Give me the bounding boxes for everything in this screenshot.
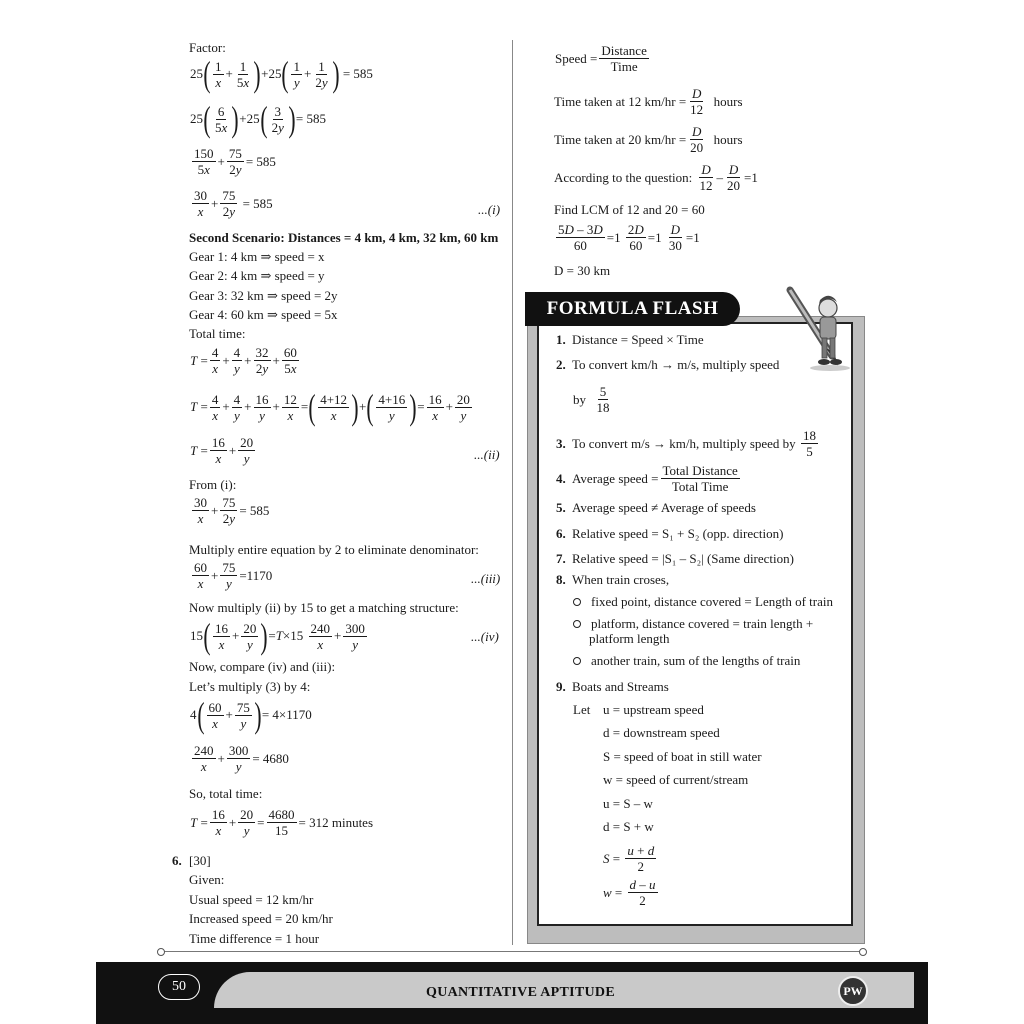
formula-item: 6. Relative speed = S₁ + S₂ (opp. direction) bbox=[556, 526, 784, 541]
equation-factor-2: 25 ( $\frac{6}{5x}$ ) +25 ( $\frac{3}{2y}$ ) = 585 bbox=[190, 99, 326, 139]
equation-4680: $\frac{240}{x}$ + $\frac{300}{y}$ = 4680 bbox=[194, 743, 289, 774]
train-bullet: fixed point, distance covered = Length of train bbox=[573, 594, 833, 610]
total-time-label: Total time: bbox=[189, 326, 246, 341]
gear-line: Gear 3: 32 km ⇒ speed = 2y bbox=[189, 288, 338, 303]
boat-formula-s: S = $\frac{u + d}{2}$ bbox=[603, 843, 655, 874]
bullet-icon bbox=[573, 657, 581, 665]
pw-logo-icon: PW bbox=[838, 976, 868, 1006]
boat-definition: d = downstream speed bbox=[603, 725, 720, 740]
rule-end-dot bbox=[157, 948, 165, 956]
so-total-label: So, total time: bbox=[189, 786, 263, 801]
multiply-instruction: Multiply entire equation by 2 to eliminate denominator: bbox=[189, 542, 479, 557]
time-at-12-label: Time taken at 12 km/hr = bbox=[554, 93, 687, 109]
boat-formula-w: w = $\frac{d - u}{2}$ bbox=[603, 877, 656, 908]
equation-iv: 15 ( $\frac{16}{x}$ + $\frac{20}{y}$ ) = T ×15 $\frac{240}{x}$ + $\frac{300}{y}$ bbox=[190, 616, 365, 656]
formula-item: 4. Average speed = $\frac{\text{Total Distance}}{\text{Total Time}}$ bbox=[556, 463, 738, 494]
question-number: 6. bbox=[172, 853, 182, 868]
from-i-label: From (i): bbox=[189, 477, 237, 492]
boat-definition: d = S + w bbox=[603, 819, 654, 834]
formula-flash-title: FORMULA FLASH bbox=[525, 292, 740, 326]
equation-iv-tag: ...(iv) bbox=[471, 629, 499, 644]
column-divider bbox=[512, 40, 513, 945]
equation-i: $\frac{30}{x}$ + $\frac{75}{2y}$ = 585 bbox=[194, 188, 273, 219]
equation-total-1: T = $\frac{4}{x}$ + $\frac{4}{y}$ + $\frac{32}{2y}$ + $\frac{60}{5x}$ bbox=[190, 345, 297, 376]
equation-ii-tag: ...(ii) bbox=[474, 447, 500, 462]
formula-item: 1. Distance = Speed × Time bbox=[556, 332, 704, 347]
equation-multiply-4: 4 ( $\frac{60}{x}$ + $\frac{75}{y}$ ) = 4×1170 bbox=[190, 695, 312, 735]
given-label: Given: bbox=[189, 872, 225, 887]
formula-item: 2. To convert km/h → m/s, multiply speed bbox=[556, 357, 780, 372]
gear-line: Gear 4: 60 km ⇒ speed = 5x bbox=[189, 307, 338, 322]
boat-definition: u = upstream speed bbox=[603, 702, 704, 717]
lcm-line: Find LCM of 12 and 20 = 60 bbox=[554, 202, 705, 217]
equation-iii: $\frac{60}{x}$ + $\frac{75}{y}$ =1170 bbox=[194, 560, 273, 591]
equation-i-repeat: $\frac{30}{x}$ + $\frac{75}{2y}$ = 585 bbox=[194, 495, 270, 526]
page-number: 50 bbox=[158, 974, 200, 1000]
equation-total-2: T = $\frac{4}{x}$ + $\frac{4}{y}$ + $\frac{16}{y}$ + $\frac{12}{x}$ = ( $\frac{4+12}{x}$ ) + ( $\frac{4+16}{y}$ ) = $\frac{16}{x}$ + $\frac{20}{y}$ bbox=[190, 387, 470, 427]
speed-label: Speed = bbox=[555, 50, 598, 66]
distance-result: D = 30 km bbox=[554, 263, 611, 278]
lcm-equation: $\frac{5D - 3D}{60}$ =1 $\frac{2D}{60}$ =1 $\frac{D}{30}$ =1 bbox=[558, 222, 700, 253]
rule-end-dot bbox=[859, 948, 867, 956]
gear-line: Gear 1: 4 km ⇒ speed = x bbox=[189, 249, 325, 264]
boat-definition: S = speed of boat in still water bbox=[603, 749, 762, 764]
increased-speed: Increased speed = 20 km/hr bbox=[189, 911, 333, 926]
according-label: According to the question: bbox=[554, 169, 693, 185]
time-at-20-label: Time taken at 20 km/hr = bbox=[554, 131, 687, 147]
speed-numerator: Distance bbox=[601, 43, 647, 58]
boat-definition: w = speed of current/stream bbox=[603, 772, 749, 787]
usual-speed: Usual speed = 12 km/hr bbox=[189, 892, 314, 907]
hours-unit: hours bbox=[713, 131, 743, 147]
formula-item: 5. Average speed ≠ Average of speeds bbox=[556, 500, 756, 515]
footer-title: QUANTITATIVE APTITUDE bbox=[426, 985, 615, 1000]
equation-factor-1: 25 ( $\frac{1}{x}$ + $\frac{1}{5x}$ ) +25 ( $\frac{1}{y}$ + $\frac{1}{2y}$ ) = 585 bbox=[190, 54, 373, 94]
lets-multiply-label: Let’s multiply (3) by 4: bbox=[189, 679, 311, 694]
factor-label: Factor: bbox=[189, 40, 226, 55]
bullet-icon bbox=[573, 620, 581, 628]
time-at-12: Time taken at 12 km/hr = $\frac{D}{12}$ hours bbox=[554, 86, 743, 117]
equation-final: T = $\frac{16}{x}$ + $\frac{20}{y}$ = $\frac{4680}{15}$ = 312 minutes bbox=[190, 807, 374, 838]
formula-item: 9. Boats and Streams bbox=[556, 679, 669, 694]
question-answer: [30] bbox=[189, 853, 211, 868]
time-at-20: Time taken at 20 km/hr = $\frac{D}{20}$ hours bbox=[554, 124, 743, 155]
gear-line: Gear 2: 4 km ⇒ speed = y bbox=[189, 268, 325, 283]
speed-denominator: Time bbox=[610, 59, 638, 74]
final-result: = 312 minutes bbox=[298, 814, 374, 830]
equation-ii: T = $\frac{16}{x}$ + $\frac{20}{y}$ bbox=[190, 435, 254, 466]
train-bullet: another train, sum of the lengths of train bbox=[573, 653, 800, 669]
bullet-icon bbox=[573, 598, 581, 606]
now-multiply-instruction: Now multiply (ii) by 15 to get a matching structure: bbox=[189, 600, 459, 615]
formula-item-2-continued: by $\frac{5}{18}$ bbox=[573, 384, 610, 415]
second-scenario-heading: Second Scenario: Distances = 4 km, 4 km, 32 km, 60 km bbox=[189, 230, 499, 245]
hours-unit: hours bbox=[713, 93, 743, 109]
equation-factor-3: $\frac{150}{5x}$ + $\frac{75}{2y}$ = 585 bbox=[194, 146, 276, 177]
formula-item: 7. Relative speed = |S₁ – S₂| (Same direction) bbox=[556, 551, 794, 566]
speed-formula bbox=[555, 43, 651, 74]
according-equation: According to the question: $\frac{D}{12}$ – $\frac{D}{20}$ =1 bbox=[554, 162, 758, 193]
boy-with-pencil-illustration bbox=[786, 286, 852, 372]
equation-i-tag: ...(i) bbox=[478, 202, 501, 217]
train-bullet: platform, distance covered = train length + bbox=[573, 616, 813, 632]
formula-item: 3. To convert m/s → km/h, multiply speed by $\frac{18}{5}$ bbox=[556, 428, 816, 459]
bottom-rule bbox=[162, 951, 862, 952]
let-label: Let bbox=[573, 702, 591, 717]
boat-definition: u = S – w bbox=[603, 796, 653, 811]
equation-iii-tag: ...(iii) bbox=[471, 571, 501, 586]
compare-label: Now, compare (iv) and (iii): bbox=[189, 659, 336, 674]
formula-item: 8. When train croses, bbox=[556, 572, 670, 587]
time-difference: Time difference = 1 hour bbox=[189, 931, 320, 946]
train-bullet-continued: platform length bbox=[589, 631, 670, 646]
